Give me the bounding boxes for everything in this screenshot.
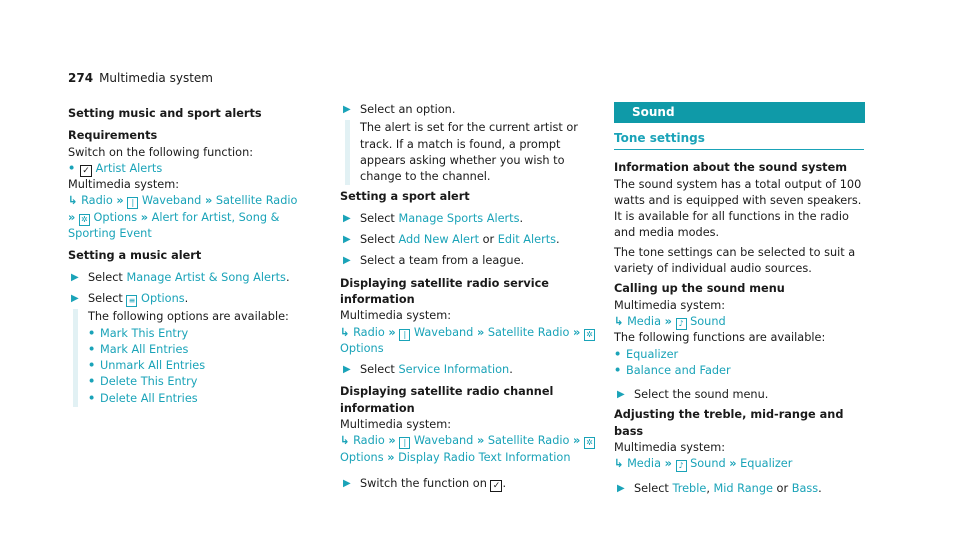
waveband-icon: | [127,197,138,209]
heading-channel-info: Displaying satellite radio channel information [340,385,554,415]
chevron-icon: » [388,434,396,448]
step-text: . [519,211,524,225]
step-text: Select a team from a league. [360,254,525,268]
step-sport-1 [340,211,602,227]
function-item [614,363,864,379]
path-arrow-icon: ↳ [614,314,624,328]
step-triangle-icon: ▶ [343,104,351,115]
edit-alerts-link[interactable]: Edit Alerts [497,233,557,247]
switch-on-text: Switch on the following function: [68,145,254,159]
option-item [88,391,300,407]
step-text: , [706,481,714,495]
gear-icon: ✲ [79,214,90,226]
step-text: . [556,233,560,247]
path-media[interactable]: Media [627,457,661,471]
heading-sport-alert: Setting a sport alert [340,190,470,204]
path-sound[interactable]: Sound [690,457,726,471]
step-service-info [340,362,602,378]
step-text: . [509,363,513,377]
path-waveband[interactable]: Waveband [413,434,474,448]
music-note-icon: ♪ [676,318,687,330]
page-header-title: Multimedia system [99,71,213,85]
path-media[interactable]: Media [627,314,661,328]
path-waveband[interactable]: Waveband [413,325,474,339]
options-link[interactable]: Options [141,291,185,305]
chevron-icon: » [476,325,485,339]
path-arrow-icon: ↳ [340,434,350,448]
options-block [73,309,300,407]
gear-icon: ✲ [584,437,595,449]
step-triangle-icon: ▶ [617,389,625,401]
option-item [88,326,300,342]
option-link[interactable]: Delete All Entries [100,391,198,405]
step-text: or [772,481,792,495]
step-text: . [285,270,290,284]
path-options[interactable]: Options [340,450,384,464]
chevron-icon: » [388,325,396,339]
column-right [614,102,864,497]
option-item [88,358,300,374]
manage-artist-link[interactable]: Manage Artist & Song Alerts [126,270,286,284]
manage-sports-link[interactable]: Manage Sports Alerts [398,211,520,225]
mm-system-label: Multimedia system: [340,418,452,432]
add-new-alert-link[interactable]: Add New Alert [398,233,480,247]
chevron-icon: » [387,450,395,464]
gear-icon: ✲ [584,329,595,341]
section-heading: Setting music and sport alerts [68,107,262,120]
equalizer-link[interactable]: Equalizer [626,347,679,361]
chevron-icon: » [729,457,737,471]
chevron-icon: » [664,314,672,328]
menu-path [614,456,864,472]
music-note-icon: ♪ [676,460,687,472]
path-arrow-icon: ↳ [68,194,78,208]
following-text: The following functions are available: [614,331,826,345]
path-radio[interactable]: Radio [353,325,385,339]
step-text: Select [88,291,127,305]
chevron-icon: » [68,210,76,224]
mm-system-label: Multimedia system: [614,441,726,455]
menu-path [68,193,300,242]
step-text: Switch the function on [360,476,487,490]
option-link[interactable]: Delete This Entry [100,375,198,389]
artist-alerts-link[interactable]: Artist Alerts [95,161,163,175]
mid-range-link[interactable]: Mid Range [713,481,773,495]
path-alert[interactable]: Alert for Artist, Song & Sporting Event [68,210,280,241]
column-middle [340,102,602,492]
treble-link[interactable]: Treble [672,481,707,495]
balance-fader-link[interactable]: Balance and Fader [626,363,731,377]
path-satellite-radio[interactable]: Satellite Radio [215,194,298,208]
step-switch-on: ▶ Switch the function on ✓ . [343,476,507,491]
path-satellite-radio[interactable]: Satellite Radio [487,325,570,339]
option-link[interactable]: Mark All Entries [100,342,189,356]
chevron-icon: » [476,434,485,448]
step-text: Select an option. [360,103,456,116]
step-text: Select [634,481,673,495]
mm-system-label: Multimedia system: [68,178,180,192]
chevron-icon: » [664,457,672,471]
path-arrow-icon: ↳ [614,457,624,471]
step-text: . [184,291,189,305]
step-text: Select [360,363,399,377]
options-intro: The following options are available: [88,310,289,324]
option-item [88,374,300,390]
subheading-music-alert: Setting a music alert [68,249,202,263]
chevron-icon: » [116,194,124,208]
path-options[interactable]: Options [93,210,138,224]
step-text: Select [360,233,399,247]
menu-path [340,433,602,466]
page-header [68,71,213,85]
option-link[interactable]: Unmark All Entries [100,359,206,373]
bass-link[interactable]: Bass [791,481,819,495]
service-information-link[interactable]: Service Information [398,363,510,377]
step-triangle-icon: ▶ [343,234,351,246]
menu-path [340,325,602,358]
step-text: Select [360,211,399,225]
chevron-icon: » [573,325,581,339]
checkbox-icon: ✓ [490,480,502,492]
column-left [68,102,300,407]
path-arrow-icon: ↳ [340,325,350,339]
step-text: Select [88,270,127,284]
path-options[interactable]: Options [340,341,384,355]
chevron-icon: » [573,434,581,448]
step-result: The alert is set for the current artist or track. If a match is found, a prompt appears asking whether you wish to change to the channel. [345,120,602,185]
tone-settings-heading: Tone settings [614,130,864,150]
step-text: Select the sound menu. [634,388,769,402]
step-triangle-icon: ▶ [343,477,351,489]
info-heading: Information about the sound system [614,161,848,175]
step-1 [68,270,300,286]
chevron-icon: » [140,210,148,224]
page-number: 274 [68,71,94,85]
step-text: . [818,481,822,495]
step-select-band [614,481,864,497]
checkbox-icon: ✓ [80,165,92,177]
mm-system-label: Multimedia system: [340,309,452,323]
mm-system-label: Multimedia system: [614,298,726,312]
step-triangle-icon: ▶ [343,212,351,224]
waveband-icon: | [399,437,410,449]
path-equalizer[interactable]: Equalizer [740,457,793,471]
step-text: or [479,233,498,247]
waveband-icon: | [399,329,410,341]
path-radio[interactable]: Radio [81,194,113,208]
chevron-icon: » [204,194,213,208]
step-select-option [340,102,602,185]
tone-text: The tone settings can be selected to suit a variety of individual audio sources. [614,245,856,276]
requirement-item [68,161,300,177]
step-triangle-icon: ▶ [617,482,625,494]
step-sport-3 [340,253,602,269]
heading-service-info: Displaying satellite radio service information [340,276,549,306]
menu-path [614,314,864,330]
section-band: Sound [614,102,865,123]
call-heading: Calling up the sound menu [614,282,785,296]
step-triangle-icon: ▶ [343,364,351,376]
function-item [614,347,864,363]
requirements-label: Requirements [68,129,158,143]
step-2 [68,291,300,407]
menu-icon: ≡ [126,295,137,307]
step-triangle-icon: ▶ [343,255,351,267]
info-text: The sound system has a total output of 100 watts and is equipped with seven speakers. It is available for all functions in the radio and media modes. [614,177,862,240]
option-item [88,342,300,358]
option-link[interactable]: Mark This Entry [100,326,189,340]
step-triangle-icon: ▶ [71,292,79,304]
adjust-heading: Adjusting the treble, mid-range and bass [614,408,844,438]
step-select-sound [614,387,864,403]
path-satellite-radio[interactable]: Satellite Radio [487,434,570,448]
path-display-radio-text[interactable]: Display Radio Text Information [398,450,571,464]
path-sound[interactable]: Sound [690,314,726,328]
step-sport-2 [340,232,602,248]
path-waveband[interactable]: Waveband [141,194,202,208]
step-triangle-icon: ▶ [71,271,79,283]
path-radio[interactable]: Radio [353,434,385,448]
